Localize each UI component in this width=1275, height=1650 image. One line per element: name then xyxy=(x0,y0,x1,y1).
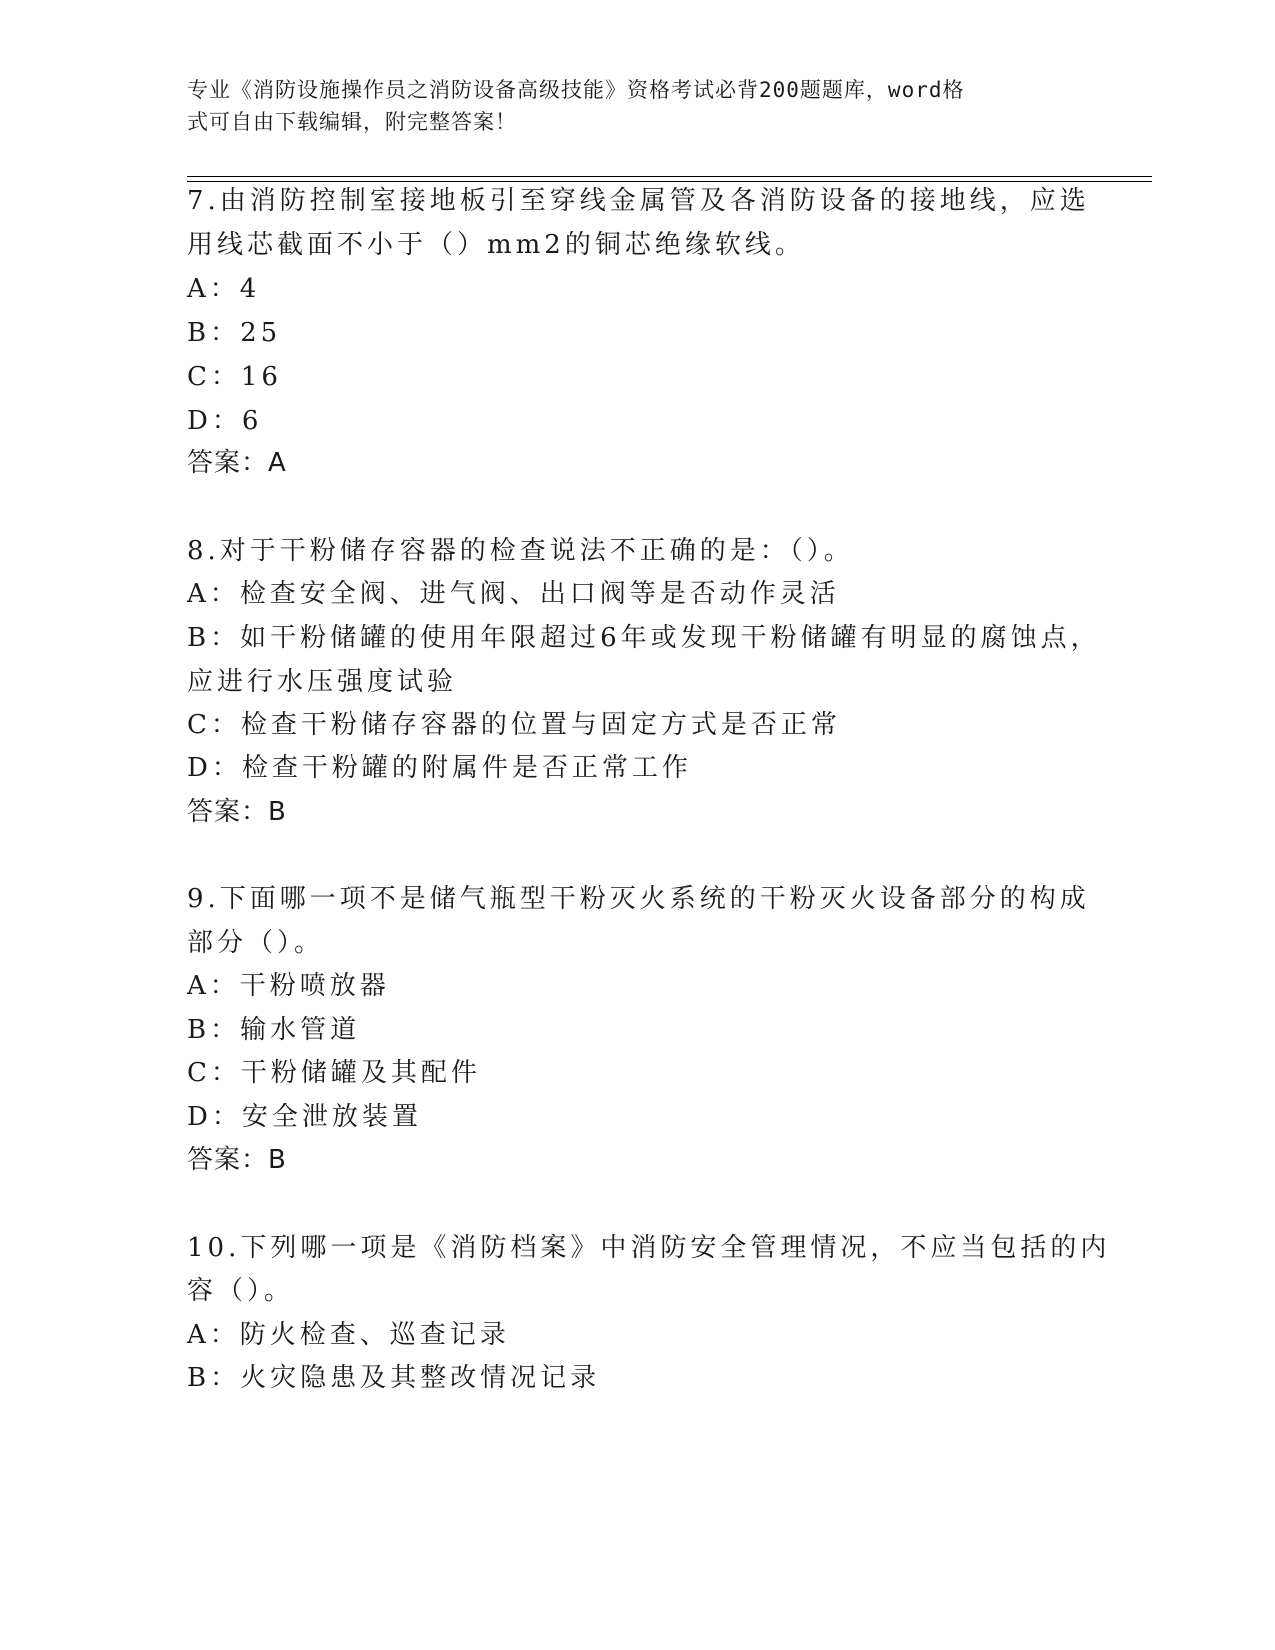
question-8-answer: 答案：B xyxy=(187,797,287,827)
header-divider-bottom xyxy=(187,181,1152,182)
question-9-option-c: C：干粉储罐及其配件 xyxy=(187,1058,481,1088)
question-7-option-a: A：4 xyxy=(187,274,261,304)
question-7-answer: 答案：A xyxy=(187,448,287,478)
question-7-option-b: B：25 xyxy=(187,318,282,348)
question-7-option-d: D：6 xyxy=(187,406,263,436)
question-9-answer: 答案：B xyxy=(187,1145,287,1175)
question-9-option-d: D：安全泄放装置 xyxy=(187,1102,422,1132)
question-9-stem-line-1: 9.下面哪一项不是储气瓶型干粉灭火系统的干粉灭火设备部分的构成 xyxy=(187,884,1090,914)
header-line-2: 式可自由下载编辑，附完整答案！ xyxy=(187,110,517,134)
question-8-option-c: C：检查干粉储存容器的位置与固定方式是否正常 xyxy=(187,710,841,740)
question-10-option-b: B：火灾隐患及其整改情况记录 xyxy=(187,1363,601,1393)
question-10-stem-line-1: 10.下列哪一项是《消防档案》中消防安全管理情况，不应当包括的内 xyxy=(187,1233,1111,1263)
question-8-option-b-line-2: 应进行水压强度试验 xyxy=(187,667,458,697)
question-9-option-b: B：输水管道 xyxy=(187,1015,361,1045)
header-divider-top xyxy=(187,176,1152,177)
question-8-option-a: A：检查安全阀、进气阀、出口阀等是否动作灵活 xyxy=(187,579,840,609)
question-8-option-d: D：检查干粉罐的附属件是否正常工作 xyxy=(187,753,692,783)
question-9-stem-line-2: 部分（）。 xyxy=(187,928,325,958)
question-10-stem-line-2: 容（）。 xyxy=(187,1276,295,1306)
question-8-option-b-line-1: B：如干粉储罐的使用年限超过6年或发现干粉储罐有明显的腐蚀点， xyxy=(187,623,1101,653)
question-7-option-c: C：16 xyxy=(187,362,282,392)
question-7-stem-line-2: 用线芯截面不小于（）mm2的铜芯绝缘软线。 xyxy=(187,230,805,260)
question-7-stem-line-1: 7.由消防控制室接地板引至穿线金属管及各消防设备的接地线，应选 xyxy=(187,186,1090,216)
question-8-stem: 8.对于干粉储存容器的检查说法不正确的是：（）。 xyxy=(187,536,854,566)
question-9-option-a: A：干粉喷放器 xyxy=(187,971,390,1001)
question-10-option-a: A：防火检查、巡查记录 xyxy=(187,1320,510,1350)
document-header xyxy=(187,74,1067,138)
header-line-1: 专业《消防设施操作员之消防设备高级技能》资格考试必背200题题库，word格 xyxy=(187,78,965,102)
